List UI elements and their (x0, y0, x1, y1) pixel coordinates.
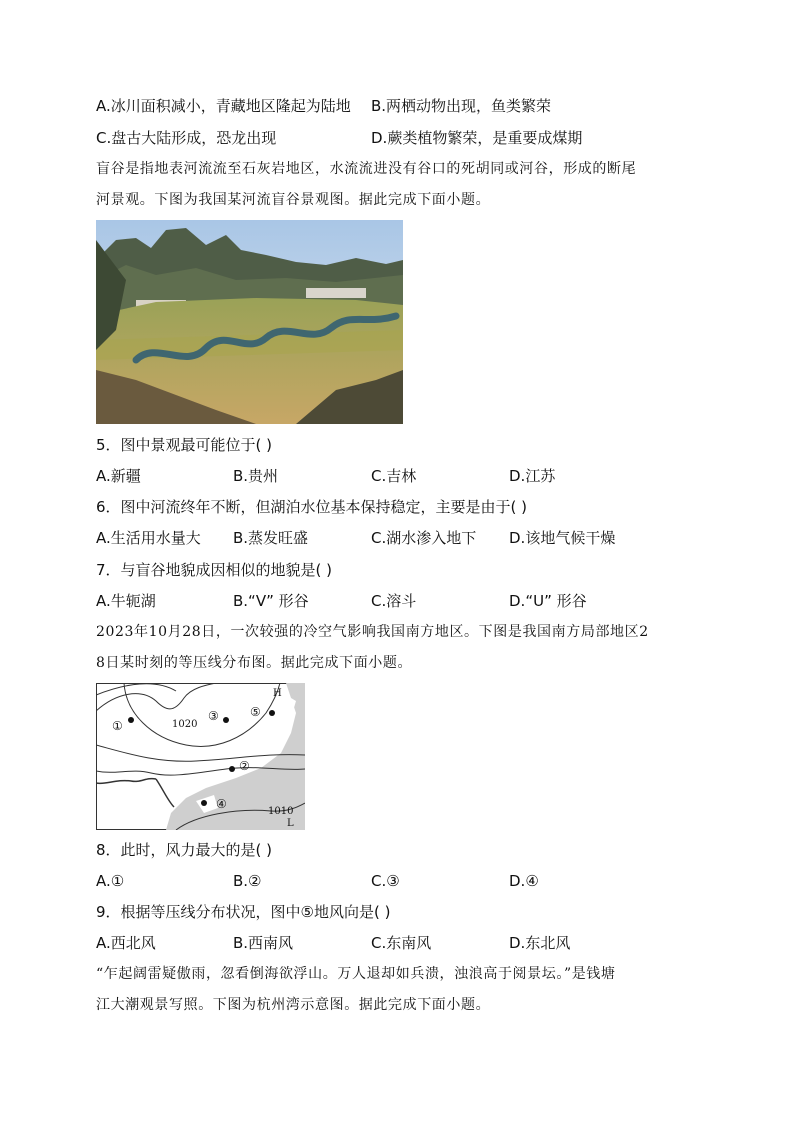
q5-option-b: B.贵州 (233, 467, 279, 485)
map-point-3-label: ③ (208, 709, 219, 723)
q4-option-d: D.蕨类植物繁荣，是重要成煤期 (371, 129, 583, 147)
intro-cold-air-line-2: 8日某时刻的等压线分布图。据此完成下面小题。 (96, 655, 413, 671)
intro-cold-air-line-1: 2023年10月28日，一次较强的冷空气影响我国南方地区。下图是我国南方局部地区2 (96, 624, 649, 640)
isobar-1010-label: 1010 (268, 806, 294, 817)
q7-option-a: A.牛轭湖 (96, 592, 156, 610)
q5-stem: 5．图中景观最可能位于( ) (96, 436, 273, 454)
q6-stem: 6．图中河流终年不断，但湖泊水位基本保持稳定，主要是由于( ) (96, 498, 528, 516)
q5-option-d: D.江苏 (509, 467, 556, 485)
intro-tide-line-1: “乍起阔雷疑傲雨，忽看倒海欲浮山。万人退却如兵溃，浊浪高于阅景坛。”是钱塘 (96, 966, 616, 982)
q6-option-b: B.蒸发旺盛 (233, 529, 309, 547)
q7-stem: 7．与盲谷地貌成因相似的地貌是( ) (96, 561, 333, 579)
q4-option-b: B.两栖动物出现，鱼类繁荣 (371, 97, 552, 115)
map-point-4-label: ④ (216, 797, 227, 811)
low-pressure-label: L (287, 818, 294, 829)
q8-option-c: C.③ (371, 872, 400, 890)
isobar-map (96, 683, 305, 830)
intro-blind-valley-line-1: 盲谷是指地表河流流至石灰岩地区，水流流进没有谷口的死胡同或河谷，形成的断尾 (96, 161, 637, 177)
q6-option-a: A.生活用水量大 (96, 529, 201, 547)
q7-option-c: C.溶斗 (371, 592, 417, 610)
q7-option-b: B.“V” 形谷 (233, 592, 309, 610)
isobar-1020-label: 1020 (172, 719, 198, 730)
map-point-2-label: ② (239, 759, 250, 773)
q6-option-c: C.湖水渗入地下 (371, 529, 477, 547)
map-point-5-label: ⑤ (250, 705, 261, 719)
q8-option-d: D.④ (509, 872, 539, 890)
high-pressure-label: H (273, 688, 282, 699)
q7-option-d: D.“U” 形谷 (509, 592, 587, 610)
q8-option-a: A.① (96, 872, 125, 890)
q9-stem: 9．根据等压线分布状况，图中⑤地风向是( ) (96, 903, 391, 921)
map-point-1-label: ① (112, 719, 123, 733)
q5-option-c: C.吉林 (371, 467, 417, 485)
q9-option-c: C.东南风 (371, 934, 432, 952)
q9-option-a: A.西北风 (96, 934, 156, 952)
q8-stem: 8．此时，风力最大的是( ) (96, 841, 273, 859)
q9-option-d: D.东北风 (509, 934, 571, 952)
intro-blind-valley-line-2: 河景观。下图为我国某河流盲谷景观图。据此完成下面小题。 (96, 192, 491, 208)
blind-valley-landscape-photo (96, 220, 403, 424)
q8-option-b: B.② (233, 872, 262, 890)
q5-option-a: A.新疆 (96, 467, 141, 485)
q4-option-c: C.盘古大陆形成，恐龙出现 (96, 129, 277, 147)
q9-option-b: B.西南风 (233, 934, 294, 952)
intro-tide-line-2: 江大潮观景写照。下图为杭州湾示意图。据此完成下面小题。 (96, 997, 491, 1013)
q6-option-d: D.该地气候干燥 (509, 529, 616, 547)
q4-option-a: A.冰川面积减小，青藏地区隆起为陆地 (96, 97, 351, 115)
